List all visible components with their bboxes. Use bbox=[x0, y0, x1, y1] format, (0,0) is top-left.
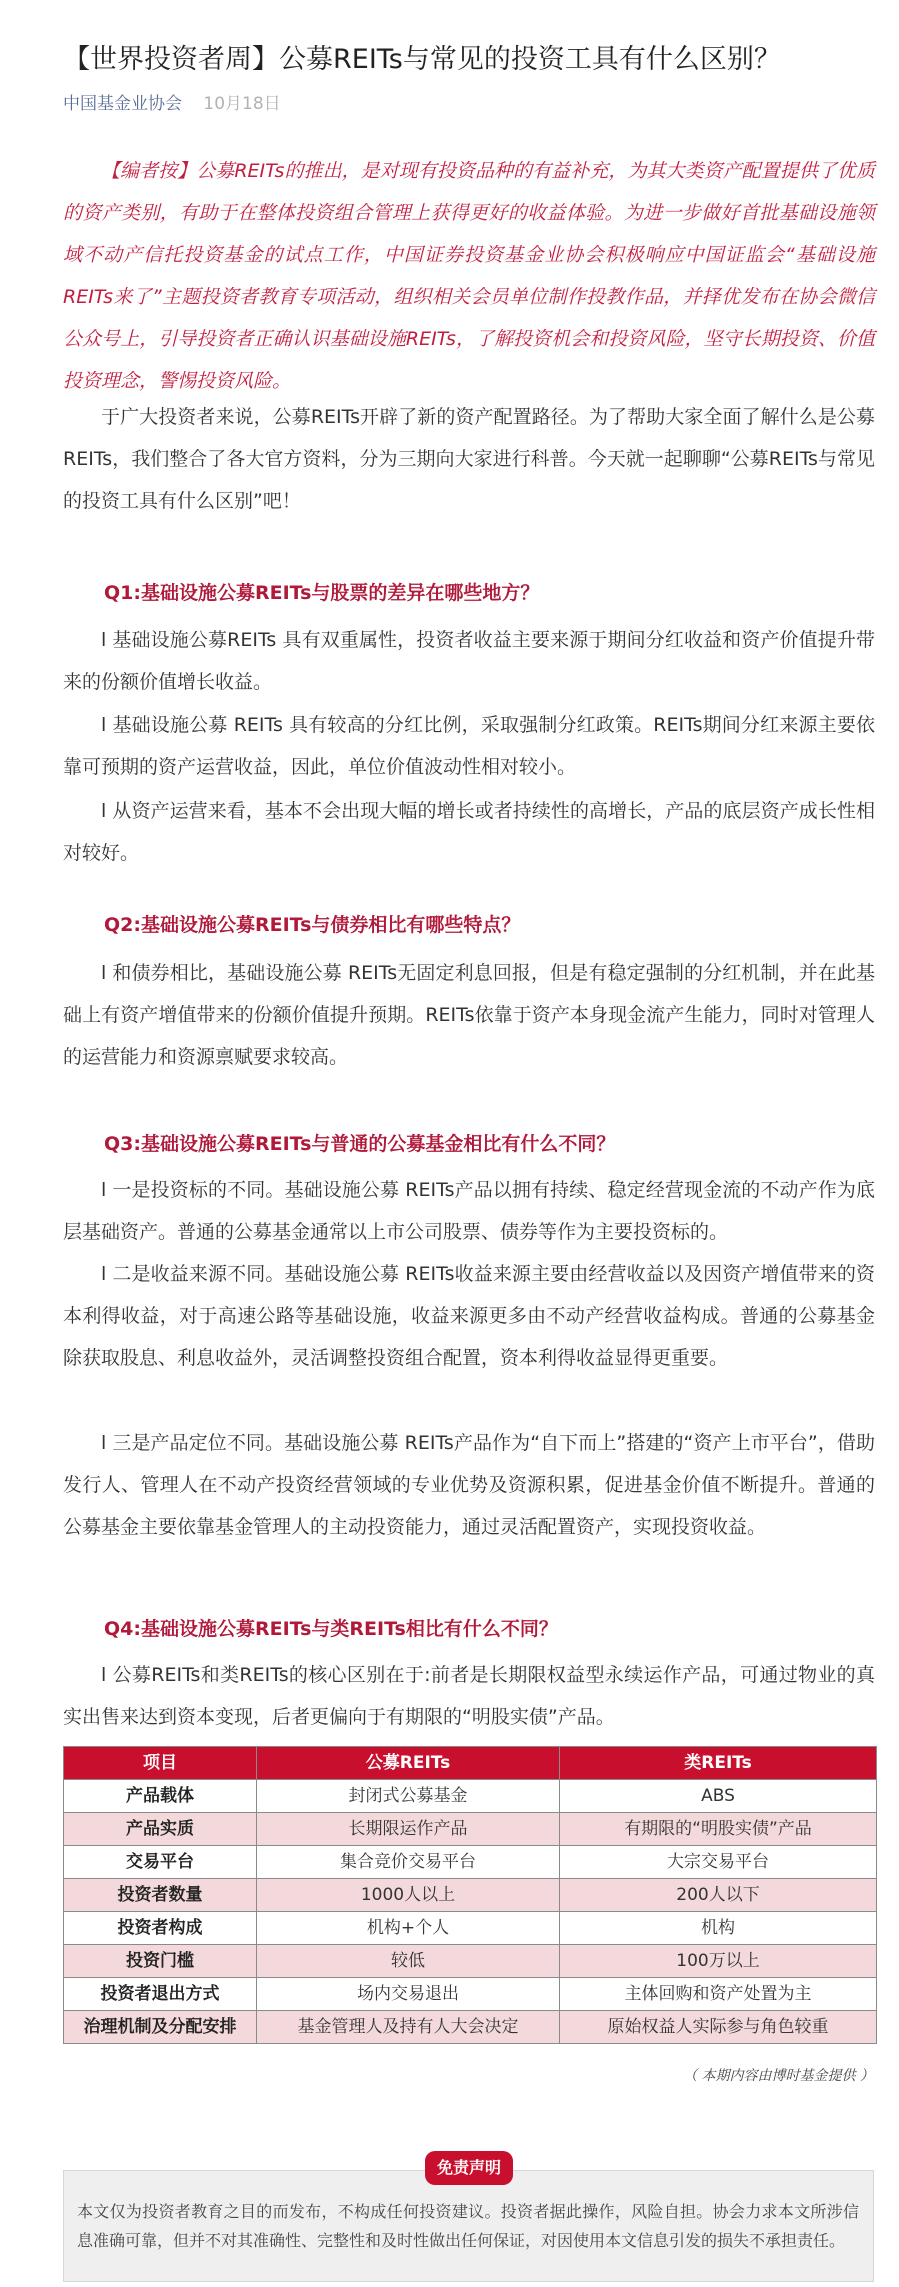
publish-date: 10月18日 bbox=[203, 94, 281, 114]
table-row bbox=[64, 2011, 877, 2044]
table-cell: 长期限运作产品 bbox=[257, 1813, 560, 1846]
table-row bbox=[64, 1912, 877, 1945]
table-header-cell: 公募REITs bbox=[257, 1747, 560, 1780]
source-note: （ 本期内容由博时基金提供 ） bbox=[683, 2068, 874, 2084]
table-cell: 有期限的“明股实债”产品 bbox=[560, 1813, 877, 1846]
table-cell: 基金管理人及持有人大会决定 bbox=[257, 2011, 560, 2044]
table-cell: 产品实质 bbox=[64, 1813, 257, 1846]
answer-paragraph: l 二是收益来源不同。基础设施公募 REITs收益来源主要由经营收益以及因资产增值带来的资本利得收益，对于高速公路等基础设施，收益来源更多由不动产经营收益构成。普通的公募基金除获取股息、利息收益外，灵活调整投资组合配置，资本利得收益显得更重要。 bbox=[63, 1263, 875, 1369]
table-cell: 投资者数量 bbox=[64, 1879, 257, 1912]
answer-paragraph: l 公募REITs和类REITs的核心区别在于:前者是长期限权益型永续运作产品，可通过物业的真实出售来达到资本变现，后者更偏向于有期限的“明股实债”产品。 bbox=[63, 1664, 875, 1728]
table-header-row bbox=[64, 1747, 877, 1780]
table-row bbox=[64, 1879, 877, 1912]
table-cell: 封闭式公募基金 bbox=[257, 1780, 560, 1813]
table-cell: 投资者退出方式 bbox=[64, 1978, 257, 2011]
table-cell: 交易平台 bbox=[64, 1846, 257, 1879]
intro-paragraph: 于广大投资者来说，公募REITs开辟了新的资产配置路径。为了帮助大家全面了解什么是公募REITs，我们整合了各大官方资料，分为三期向大家进行科普。今天就一起聊聊“公募REITs与常见的投资工具有什么区别”吧！ bbox=[63, 406, 875, 512]
answer-paragraph: l 从资产运营来看，基本不会出现大幅的增长或者持续性的高增长，产品的底层资产成长性相对较好。 bbox=[63, 800, 875, 864]
answer-paragraph: l 三是产品定位不同。基础设施公募 REITs产品作为“自下而上”搭建的“资产上市平台”，借助发行人、管理人在不动产投资经营领域的专业优势及资源积累，促进基金价值不断提升。普通的公募基金主要依靠基金管理人的主动投资能力，通过灵活配置资产，实现投资收益。 bbox=[63, 1432, 875, 1538]
comparison-table bbox=[63, 1746, 877, 2044]
table-cell: 投资门槛 bbox=[64, 1945, 257, 1978]
table-header-cell: 类REITs bbox=[560, 1747, 877, 1780]
table-row bbox=[64, 1813, 877, 1846]
table-cell: 原始权益人实际参与角色较重 bbox=[560, 2011, 877, 2044]
author-link[interactable]: 中国基金业协会 bbox=[63, 94, 182, 114]
disclaimer-label: 免责声明 bbox=[425, 2151, 513, 2185]
answer-paragraph: l 和债券相比，基础设施公募 REITs无固定利息回报，但是有稳定强制的分红机制，并在此基础上有资产增值带来的份额价值提升预期。REITs依靠于资产本身现金流产生能力，同时对管理人的运营能力和资源禀赋要求较高。 bbox=[63, 962, 875, 1068]
table-cell: 主体回购和资产处置为主 bbox=[560, 1978, 877, 2011]
question-heading-1: Q1:基础设施公募REITs与股票的差异在哪些地方？ bbox=[104, 582, 540, 604]
table-cell: 较低 bbox=[257, 1945, 560, 1978]
editor-note: 【编者按】公募REITs的推出，是对现有投资品种的有益补充，为其大类资产配置提供了优质的资产类别，有助于在整体投资组合管理上获得更好的收益体验。为进一步做好首批基础设施领域不动产信托投资基金的试点工作，中国证券投资基金业协会积极响应中国证监会“基础设施REITs来了”主题投资者教育专项活动，组织相关会员单位制作投教作品，并择优发布在协会微信公众号上，引导投资者正确认识基础设施REITs，了解投资机会和投资风险，坚守长期投资、价值投资理念，警惕投资风险。 bbox=[63, 160, 875, 392]
table-cell: 机构+个人 bbox=[257, 1912, 560, 1945]
table-row bbox=[64, 1978, 877, 2011]
table-cell: 200人以下 bbox=[560, 1879, 877, 1912]
table-cell: 100万以上 bbox=[560, 1945, 877, 1978]
table-header-cell: 项目 bbox=[64, 1747, 257, 1780]
question-heading-3: Q3:基础设施公募REITs与普通的公募基金相比有什么不同？ bbox=[104, 1133, 616, 1155]
table-cell: 治理机制及分配安排 bbox=[64, 2011, 257, 2044]
answer-paragraph: l 基础设施公募REITs 具有双重属性，投资者收益主要来源于期间分红收益和资产价值提升带来的份额价值增长收益。 bbox=[63, 629, 875, 693]
table-cell: ABS bbox=[560, 1780, 877, 1813]
table-cell: 投资者构成 bbox=[64, 1912, 257, 1945]
table-cell: 集合竞价交易平台 bbox=[257, 1846, 560, 1879]
table-cell: 场内交易退出 bbox=[257, 1978, 560, 2011]
answer-paragraph: l 基础设施公募 REITs 具有较高的分红比例，采取强制分红政策。REITs期间分红来源主要依靠可预期的资产运营收益，因此，单位价值波动性相对较小。 bbox=[63, 714, 875, 778]
table-row bbox=[64, 1846, 877, 1879]
table-cell: 产品载体 bbox=[64, 1780, 257, 1813]
question-heading-2: Q2:基础设施公募REITs与债券相比有哪些特点？ bbox=[104, 914, 521, 936]
article-meta bbox=[63, 92, 281, 116]
disclaimer-box: 本文仅为投资者教育之目的而发布，不构成任何投资建议。投资者据此操作，风险自担。协会力求本文所涉信息准确可靠，但并不对其准确性、完整性和及时性做出任何保证，对因使用本文信息引发的损失不承担责任。 bbox=[63, 2170, 874, 2282]
table-row bbox=[64, 1945, 877, 1978]
table-cell: 大宗交易平台 bbox=[560, 1846, 877, 1879]
table-cell: 机构 bbox=[560, 1912, 877, 1945]
table-cell: 1000人以上 bbox=[257, 1879, 560, 1912]
article-title: 【世界投资者周】公募REITs与常见的投资工具有什么区别？ bbox=[63, 44, 781, 75]
question-heading-4: Q4:基础设施公募REITs与类REITs相比有什么不同？ bbox=[104, 1618, 558, 1640]
table-row bbox=[64, 1780, 877, 1813]
answer-paragraph: l 一是投资标的不同。基础设施公募 REITs产品以拥有持续、稳定经营现金流的不动产作为底层基础资产。普通的公募基金通常以上市公司股票、债券等作为主要投资标的。 bbox=[63, 1179, 875, 1243]
